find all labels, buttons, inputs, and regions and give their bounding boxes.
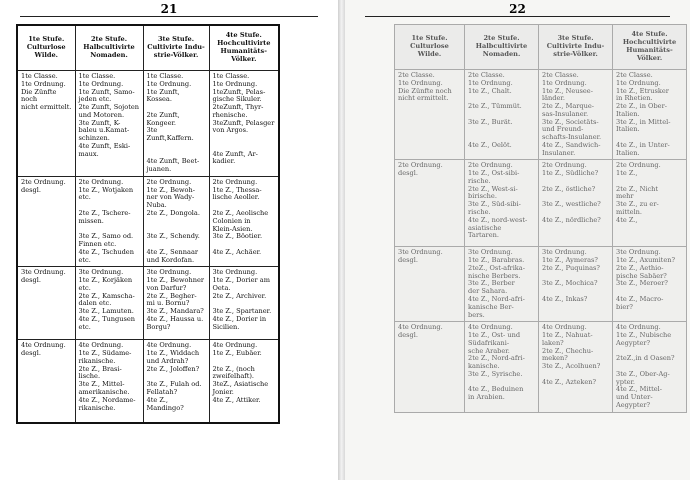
- right-header-stage-4: [613, 25, 687, 70]
- right-table-row: [395, 160, 687, 247]
- left-cell: [209, 267, 279, 340]
- cell-text: 2te Stufe. Halbcultivirte Nomaden.: [475, 34, 528, 58]
- left-header-stage-4: [209, 25, 279, 71]
- right-cell: [613, 70, 687, 160]
- cell-text: 4te Ordnung. desgl.: [21, 341, 66, 358]
- cell-text: 2te Ordnung. 1te Z., Thessa- lische Aeoller. 2te Z., Aeolische Colonien in Klein-Asien. 3te Z., Böotier. 4te Z., Achäer.: [212, 177, 269, 256]
- right-table-row: [395, 322, 687, 412]
- right-cell: [395, 160, 465, 247]
- right-header-stage-1: [395, 25, 465, 70]
- left-cell: [143, 267, 209, 340]
- left-cell: [143, 71, 209, 177]
- right-cell: [539, 322, 613, 412]
- cell-text: 4te Ordnung. 1te Z., Ost- und Südafrikani- sche Araber. 2te Z., Nord-afri- kanische. 3te Z., Syrische. 4te Z., Beduinen in Arabien.: [468, 323, 525, 402]
- cell-text: 4te Ordnung. desgl.: [398, 323, 443, 340]
- cell-text: 2te Ordnung. 1te Z., 2te Z., Nicht mehr 3te Z., zu er- mitteln. 4te Z.,: [616, 161, 661, 224]
- left-cell: [75, 267, 143, 340]
- left-header-stage-2: [75, 25, 143, 71]
- cell-text: 3te Ordnung. desgl.: [21, 268, 66, 285]
- right-page-number: 22: [509, 2, 526, 16]
- right-header-stage-3: [539, 25, 613, 70]
- cell-text: 3te Stufe. Cultivirte Indu- strie-Völker.: [147, 35, 205, 59]
- left-header-stage-3: [143, 25, 209, 71]
- cell-text: 2te Ordnung. 1te Z., Bewoh- ner von Wady- Nuba. 2te Z., Dongola. 3te Z., Schendy. 4te Z., Sennaar und Kordofan.: [146, 177, 200, 264]
- right-cell: [539, 160, 613, 247]
- left-cell: [17, 340, 75, 424]
- right-page-rule: [365, 16, 670, 17]
- cell-text: 4te Ordnung. 1te Z., Nubische Aegypter? 2teZ.,in d Oasen? 3te Z., Ober-Ag- ypter. 4te Z., Mittel- und Unter- Aegypter?: [616, 323, 675, 409]
- cell-text: 2te Classe. 1te Ordnung. 1te Z., Chalt. 2te Z., Tümmüt. 3te Z., Burät. 4te Z., Oelöt.: [468, 71, 522, 149]
- left-cell: [209, 176, 279, 266]
- cell-text: 3te Ordnung. 1te Z., Bewohner von Darfur? 2te Z., Begher- mi u. Bornu? 3te Z., Mandara? 4te Z., Haussa u. Borgu?: [146, 268, 205, 331]
- cell-text: 1te Classe. 1te Ordnung. Die Zünfte noch nicht ermittelt.: [21, 72, 72, 112]
- book-gutter: [338, 0, 345, 480]
- left-cell: [17, 71, 75, 177]
- left-cell: [17, 267, 75, 340]
- right-cell: [395, 247, 465, 322]
- left-cell: [75, 71, 143, 177]
- right-table-row: [395, 247, 687, 322]
- cell-text: 4te Ordnung. 1te Z., Südame- rikanische. 2te Z., Brasi- lische. 3te Z., Mittel- amerikanische. 4te Z., Nordame- rikanische.: [78, 341, 136, 412]
- left-cell: [143, 340, 209, 424]
- cell-text: 2te Stufe. Halbcultivirte Nomaden.: [83, 35, 135, 59]
- right-cell: [539, 70, 613, 160]
- left-header-stage-1: [17, 25, 75, 71]
- cell-text: 3te Ordnung. 1te Z., Aymeras? 2te Z., Puquinas? 3te Z., Mochica? 4te Z., Inkas?: [542, 248, 600, 304]
- cell-text: 2te Ordnung. 1te Z., Wotjaken etc. 2te Z., Tschere- missen. 3te Z., Samo od. Finnen etc. 4te Z., Tschuden etc.: [78, 177, 134, 264]
- cell-text: 1te Stufe. Culturlose Wilde.: [410, 34, 449, 58]
- left-cell: [75, 176, 143, 266]
- left-cell: [75, 340, 143, 424]
- left-cell: [209, 71, 279, 177]
- right-cell: [395, 322, 465, 412]
- cell-text: 3te Ordnung. 1te Z., Barabras. 2teZ., Ost-afrika- nische Berbers. 3te Z., Berber der Sahara. 4te Z., Nord-afri- kanische Ber- bers.: [468, 248, 525, 319]
- left-cell: [17, 176, 75, 266]
- right-cell: [613, 160, 687, 247]
- cell-text: 4te Stufe. Hochcultivirte Humanitäts- Völker.: [622, 30, 677, 62]
- cell-text: 4te Stufe. Hochcultivirte Humanitäts- Völker.: [217, 31, 271, 63]
- left-table-row: [17, 71, 279, 177]
- left-page-number: 21: [160, 2, 178, 16]
- right-cell: [613, 247, 687, 322]
- cell-text: 3te Ordnung. 1te Z., Dorier am Oeta. 2te Z., Archiver. 3te Z., Spartaner. 4te Z., Dorier in Sicilien.: [212, 268, 272, 331]
- cell-text: 3te Stufe. Cultivirte Indu- strie-Völker.: [546, 34, 605, 58]
- cell-text: 2te Classe. 1te Ordnung. 1te Z., Neusee- länder. 2te Z., Marque- sas-Insulaner. 3te Z., Societäts- und Freund- schafts-Insulaner. 4te Z., Sandwich- Insulaner.: [542, 71, 602, 157]
- right-cell: [465, 70, 539, 160]
- cell-text: 1te Classe. 1te Ordnung. 1te Zunft, Samo- jeden etc. 2te Zunft, Sojoten und Motoren. 3te Zunft, K- baleu u.Kamat- schinzen. 4te Zunft, Eski- maux.: [78, 72, 139, 158]
- right-cell: [539, 247, 613, 322]
- left-header-row: [17, 25, 279, 71]
- cell-text: 1te Stufe. Culturlose Wilde.: [26, 35, 66, 59]
- cell-text: 4te Ordnung. 1te Z., Nahuat- laken? 2te Z., Chechu- meken? 3te Z., Acolhuen? 4te Z., Azteken?: [542, 323, 601, 386]
- right-table-row: [395, 70, 687, 160]
- cell-text: 3te Ordnung. 1te Z., Axumiten? 2te Z., Aethio- pische Sabäer? 3te Z., Meroer? 4te Z., Macro- bier?: [616, 248, 676, 311]
- cell-text: 4te Ordnung. 1te Z., Widdach und Ardrah? 2te Z., Joloffen? 3te Z., Fulah od. Fellatah? 4te Z., Mandingo?: [146, 341, 202, 412]
- cell-text: 3te Ordnung. 1te Z., Korjäken etc. 2te Z., Kamscha- dalen etc. 3te Z., Lamuten. 4te Z., Tungusen etc.: [78, 268, 135, 331]
- left-table-row: [17, 340, 279, 424]
- right-cell: [395, 70, 465, 160]
- left-cell: [209, 340, 279, 424]
- cell-text: 4te Ordnung. 1te Z., Eubäer. 2te Z., (noch zweifelhaft). 3teZ., Asiatische Jonier. 4te Z., Attiker.: [212, 341, 269, 404]
- cell-text: 2te Ordnung. 1te Z., Südliche? 2te Z., östliche? 3te Z., westliche? 4te Z., nördliche?: [542, 161, 601, 224]
- right-header-stage-2: [465, 25, 539, 70]
- left-classification-table: [16, 24, 280, 424]
- cell-text: 1te Classe. 1te Ordnung. 1te Zunft, Kossea. 2te Zunft, Kongeer. 3te Zunft,Kaffern. 4te Zunft, Beet- juanen.: [146, 72, 200, 174]
- cell-text: 2te Ordnung. desgl.: [21, 177, 66, 194]
- left-table-row: [17, 267, 279, 340]
- cell-text: 2te Ordnung. desgl.: [398, 161, 443, 178]
- left-table-row: [17, 176, 279, 266]
- cell-text: 3te Ordnung. desgl.: [398, 248, 443, 265]
- left-page-rule: [20, 16, 318, 17]
- right-cell: [465, 247, 539, 322]
- cell-text: 2te Classe. 1te Ordnung. Die Zünfte noch nicht ermittelt.: [398, 71, 452, 103]
- right-classification-table: [394, 24, 687, 413]
- right-cell: [613, 322, 687, 412]
- right-cell: [465, 160, 539, 247]
- cell-text: 2te Ordnung. 1te Z., Ost-sibi- rische. 2te Z., West-si- birische. 3te Z., Süd-sibi- rische. 4te Z., nord-west- asiatische Tartaren.: [468, 161, 528, 240]
- right-cell: [465, 322, 539, 412]
- left-cell: [143, 176, 209, 266]
- right-header-row: [395, 25, 687, 70]
- cell-text: 2te Classe. 1te Ordnung. 1te Z., Etrusker in Rhetien. 2te Z., in Ober- Italien. 3te Z., in Mittel- Italien. 4te Z., in Unter- Italien.: [616, 71, 671, 157]
- cell-text: 1te Classe. 1te Ordnung. 1teZunft, Pelas- gische Sikuler. 2teZunft, Thyr- rhenische. 3teZunft, Pelasger von Argos. 4te Zunft, Ar- kadier.: [212, 72, 275, 166]
